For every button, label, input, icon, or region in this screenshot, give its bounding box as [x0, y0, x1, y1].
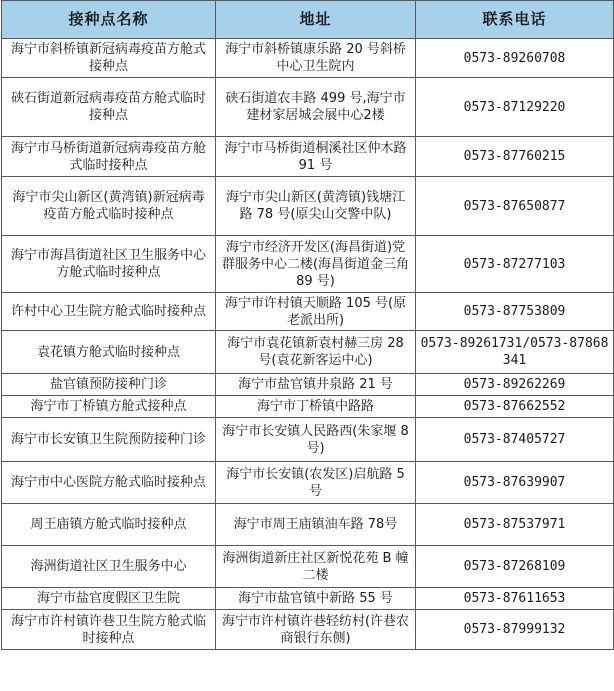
table-row [2, 39, 614, 78]
site-name-cell: 海宁市尖山新区(黄湾镇)新冠病毒疫苗方舱式临时接种点 [2, 177, 216, 236]
site-name-cell: 海宁市海昌街道社区卫生服务中心方舱式临时接种点 [2, 236, 216, 293]
address-cell: 海宁市尖山新区(黄湾镇)钱塘江路 78 号(原尖山交警中队) [216, 177, 416, 236]
site-name-cell: 许村中心卫生院方舱式临时接种点 [2, 293, 216, 331]
site-name-cell: 海宁市斜桥镇新冠病毒疫苗方舱式接种点 [2, 39, 216, 78]
phone-cell: 0573-87611653 [416, 588, 614, 610]
address-cell: 海宁市长安镇人民路西(朱家堰 8 号) [216, 418, 416, 462]
site-name-cell: 海宁市中心医院方舱式临时接种点 [2, 462, 216, 504]
address-cell: 海宁市经济开发区(海昌街道)党群服务中心二楼(海昌街道金三角 89 号) [216, 236, 416, 293]
address-cell: 海宁市盐官镇中新路 55 号 [216, 588, 416, 610]
address-cell: 海宁市盐官镇井泉路 21 号 [216, 374, 416, 396]
table-row [2, 293, 614, 331]
table-row [2, 462, 614, 504]
phone-cell: 0573-87760215 [416, 137, 614, 177]
address-cell: 海宁市周王庙镇油车路 78号 [216, 504, 416, 546]
phone-cell: 0573-89262269 [416, 374, 614, 396]
phone-cell: 0573-87999132 [416, 610, 614, 650]
header-phone: 联系电话 [416, 1, 614, 39]
address-cell: 硖石街道农丰路 499 号,海宁市建材家居城会展中心2楼 [216, 78, 416, 137]
table-row [2, 546, 614, 588]
site-name-cell: 海宁市许村镇许巷卫生院方舱式临时接种点 [2, 610, 216, 650]
phone-cell: 0573-89261731/0573-87868341 [416, 331, 614, 374]
phone-cell: 0573-87405727 [416, 418, 614, 462]
address-cell: 海洲街道新庄社区新悦花苑 B 幢二楼 [216, 546, 416, 588]
address-cell: 海宁市马桥街道桐溪社区仲木路 91 号 [216, 137, 416, 177]
table-row [2, 396, 614, 418]
phone-cell: 0573-87662552 [416, 396, 614, 418]
site-name-cell: 海宁市盐官度假区卫生院 [2, 588, 216, 610]
address-cell: 海宁市斜桥镇康乐路 20 号斜桥中心卫生院内 [216, 39, 416, 78]
address-cell: 海宁市丁桥镇中路路 [216, 396, 416, 418]
phone-cell: 0573-87268109 [416, 546, 614, 588]
phone-cell: 0573-89260708 [416, 39, 614, 78]
site-name-cell: 海宁市长安镇卫生院预防接种门诊 [2, 418, 216, 462]
table-row [2, 137, 614, 177]
table-row [2, 588, 614, 610]
address-cell: 海宁市许村镇许巷轻纺村(许巷农商银行东侧) [216, 610, 416, 650]
table-row [2, 78, 614, 137]
header-site-name: 接种点名称 [2, 1, 216, 39]
phone-cell: 0573-87537971 [416, 504, 614, 546]
vaccination-sites-table [1, 0, 614, 650]
table-row [2, 418, 614, 462]
table-row [2, 374, 614, 396]
phone-cell: 0573-87277103 [416, 236, 614, 293]
site-name-cell: 袁花镇方舱式临时接种点 [2, 331, 216, 374]
header-row [2, 1, 614, 39]
table-row [2, 610, 614, 650]
phone-cell: 0573-87650877 [416, 177, 614, 236]
address-cell: 海宁市长安镇(农发区)启航路 5 号 [216, 462, 416, 504]
address-cell: 海宁市许村镇天顺路 105 号(原老派出所) [216, 293, 416, 331]
site-name-cell: 海宁市马桥街道新冠病毒疫苗方舱式临时接种点 [2, 137, 216, 177]
site-name-cell: 海洲街道社区卫生服务中心 [2, 546, 216, 588]
address-cell: 海宁市袁花镇新袁村赫三房 28 号(袁花新客运中心) [216, 331, 416, 374]
phone-cell: 0573-87753809 [416, 293, 614, 331]
site-name-cell: 硖石街道新冠病毒疫苗方舱式临时接种点 [2, 78, 216, 137]
site-name-cell: 周王庙镇方舱式临时接种点 [2, 504, 216, 546]
phone-cell: 0573-87129220 [416, 78, 614, 137]
table-row [2, 504, 614, 546]
site-name-cell: 盐官镇预防接种门诊 [2, 374, 216, 396]
header-address: 地址 [216, 1, 416, 39]
site-name-cell: 海宁市丁桥镇方舱式接种点 [2, 396, 216, 418]
table-row [2, 177, 614, 236]
table-row [2, 236, 614, 293]
table-row [2, 331, 614, 374]
phone-cell: 0573-87639907 [416, 462, 614, 504]
